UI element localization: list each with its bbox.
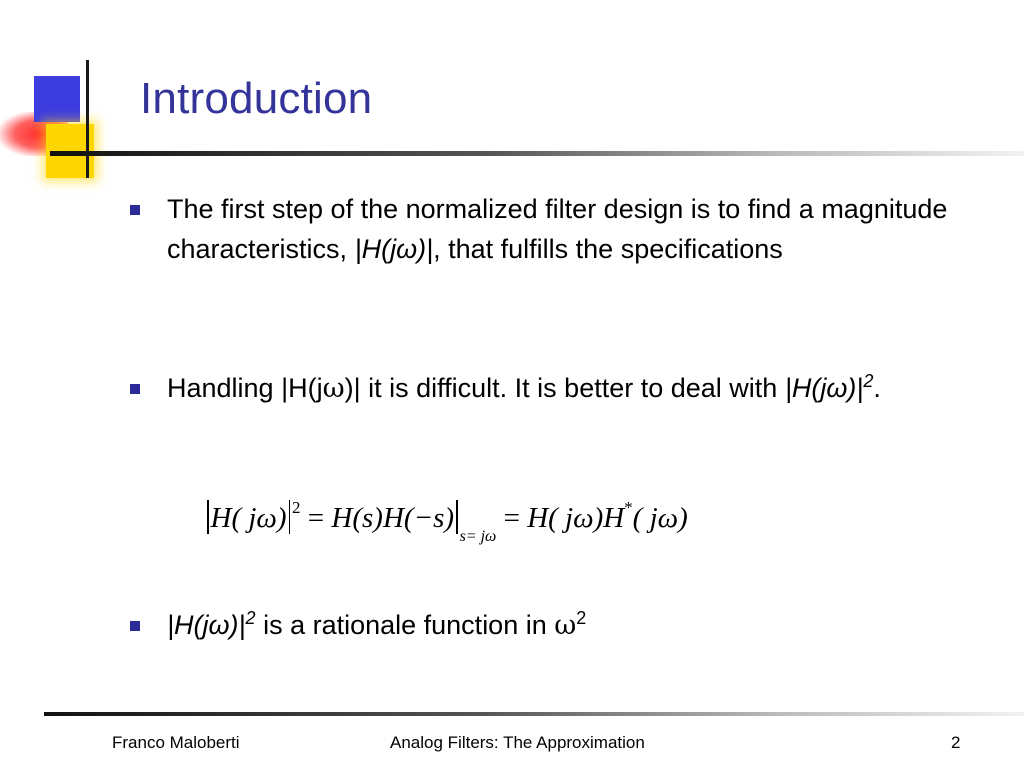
eq-lhs: H( jω) [210,502,287,534]
bullet-1-text-end: , that fulfills the specifications [433,234,783,264]
squared-exponent: 2 [245,608,256,628]
blue-square-decoration [34,76,80,122]
eq-conjugate-star: * [624,498,633,517]
bullet-text-3 [167,605,960,646]
bullet-item-3 [130,605,960,646]
square-bullet-icon [130,621,140,631]
footer-rule [44,712,1024,716]
bullet-1-text-start: The first step of the normalized filter design is to find a magnitude characteristics, [167,194,948,264]
vertical-rule-decoration [86,60,89,178]
bullet-item-1 [130,189,960,269]
title-underline-rule [50,151,1024,156]
eq-rhs-1: H( jω)H [527,502,625,534]
bullet-2-text-start: Handling |H(j [167,373,323,403]
eq-equals-2: = [496,502,528,534]
footer-presentation-title: Analog Filters: The Approximation [390,733,645,752]
eq-evaluation-subscript: s= jω [459,528,497,545]
abs-bar-left [207,500,209,534]
omega-symbol: ω [322,373,345,404]
squared-exponent: 2 [863,371,874,391]
square-bullet-icon [130,205,140,215]
footer-page-number: 2 [951,733,961,752]
eq-rhs-2: ( jω) [632,502,688,534]
squared-magnitude-expression: |H(jω)| [167,610,246,640]
magnitude-expression: |H(jω)| [354,234,434,264]
omega-exponent: 2 [576,608,587,628]
magnitude-squared-equation [205,490,688,555]
bullet-2-text-end: . [873,373,881,403]
bullet-2-text-mid: )| it is difficult. It is better to deal with [344,373,785,403]
eq-middle: H(s)H(−s) [331,502,455,534]
bullet-text-2 [167,368,960,409]
bullet-3-text-mid: is a rationale function in [255,610,555,640]
eq-equals-1: = [300,502,332,534]
bullet-item-2 [130,368,960,409]
eq-lhs-exponent: 2 [292,498,301,517]
abs-bar-right [289,500,291,534]
squared-magnitude-expression: |H(jω)| [784,373,864,403]
bullet-text-1 [167,189,960,269]
footer-author: Franco Maloberti [112,733,240,752]
eval-bar [456,500,458,534]
omega-symbol: ω [554,610,577,641]
slide-title: Introduction [140,74,373,123]
square-bullet-icon [130,384,140,394]
